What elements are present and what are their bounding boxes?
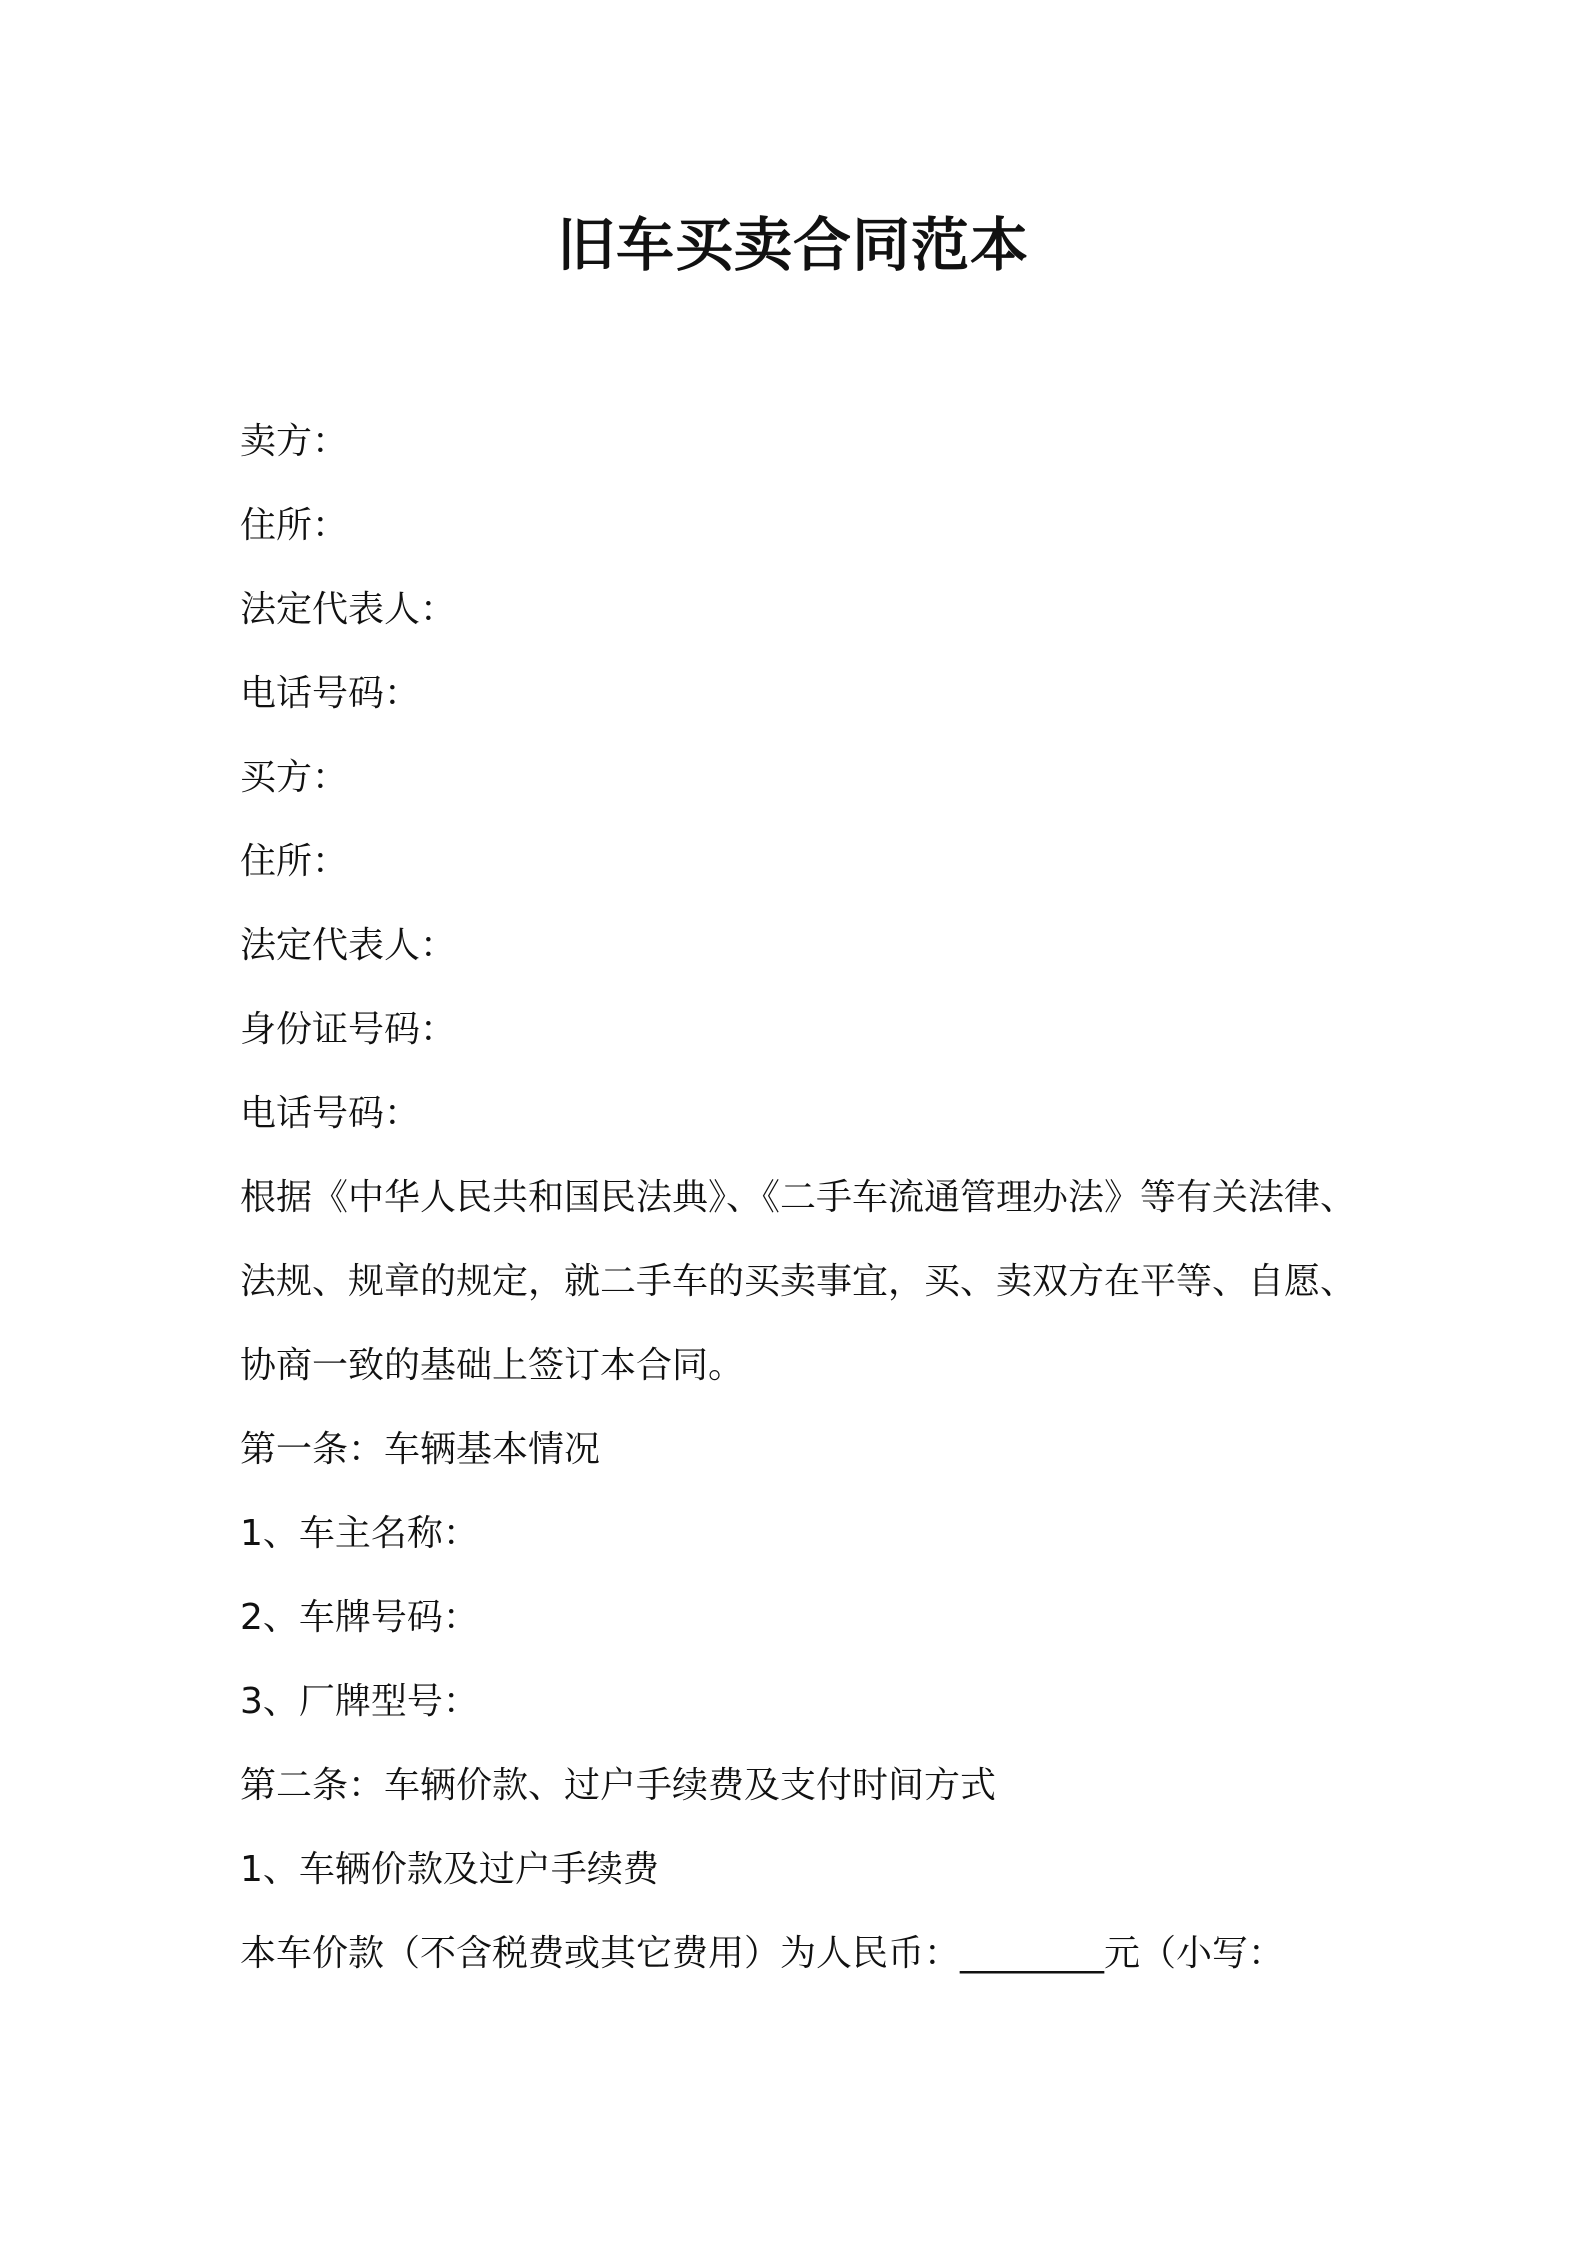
document-title: 旧车买卖合同范本 (556, 211, 1029, 279)
article2-heading: 第二条：车辆价款、过户手续费及支付时间方式 (240, 1765, 997, 1806)
seller-address-label: 住所： (240, 505, 349, 546)
price-line: 本车价款（不含税费或其它费用）为人民币：________元（小写： (240, 1933, 1285, 1974)
preamble-line: 法规、规章的规定，就二手车的买卖事宜，买、卖双方在平等、自愿、 (240, 1261, 1357, 1302)
document-body (240, 400, 1360, 1996)
buyer-legal-rep-label: 法定代表人： (240, 925, 457, 966)
preamble-line: 根据《中华人民共和国民法典》、《二手车流通管理办法》等有关法律、 (240, 1177, 1357, 1218)
buyer-address-label: 住所： (240, 841, 349, 882)
article1-item: 3、厂牌型号： (240, 1681, 479, 1722)
seller-legal-rep-label: 法定代表人： (240, 589, 457, 630)
buyer-label: 买方： (240, 757, 349, 798)
article2-sub-heading: 1、车辆价款及过户手续费 (240, 1849, 659, 1890)
buyer-id-label: 身份证号码： (240, 1009, 457, 1050)
seller-phone-label: 电话号码： (240, 673, 421, 714)
buyer-phone-label: 电话号码： (240, 1093, 421, 1134)
article1-item: 1、车主名称： (240, 1513, 479, 1554)
preamble-line: 协商一致的基础上签订本合同。 (240, 1345, 745, 1386)
seller-label: 卖方： (240, 421, 349, 462)
article1-item: 2、车牌号码： (240, 1597, 479, 1638)
article1-heading: 第一条：车辆基本情况 (240, 1429, 601, 1470)
